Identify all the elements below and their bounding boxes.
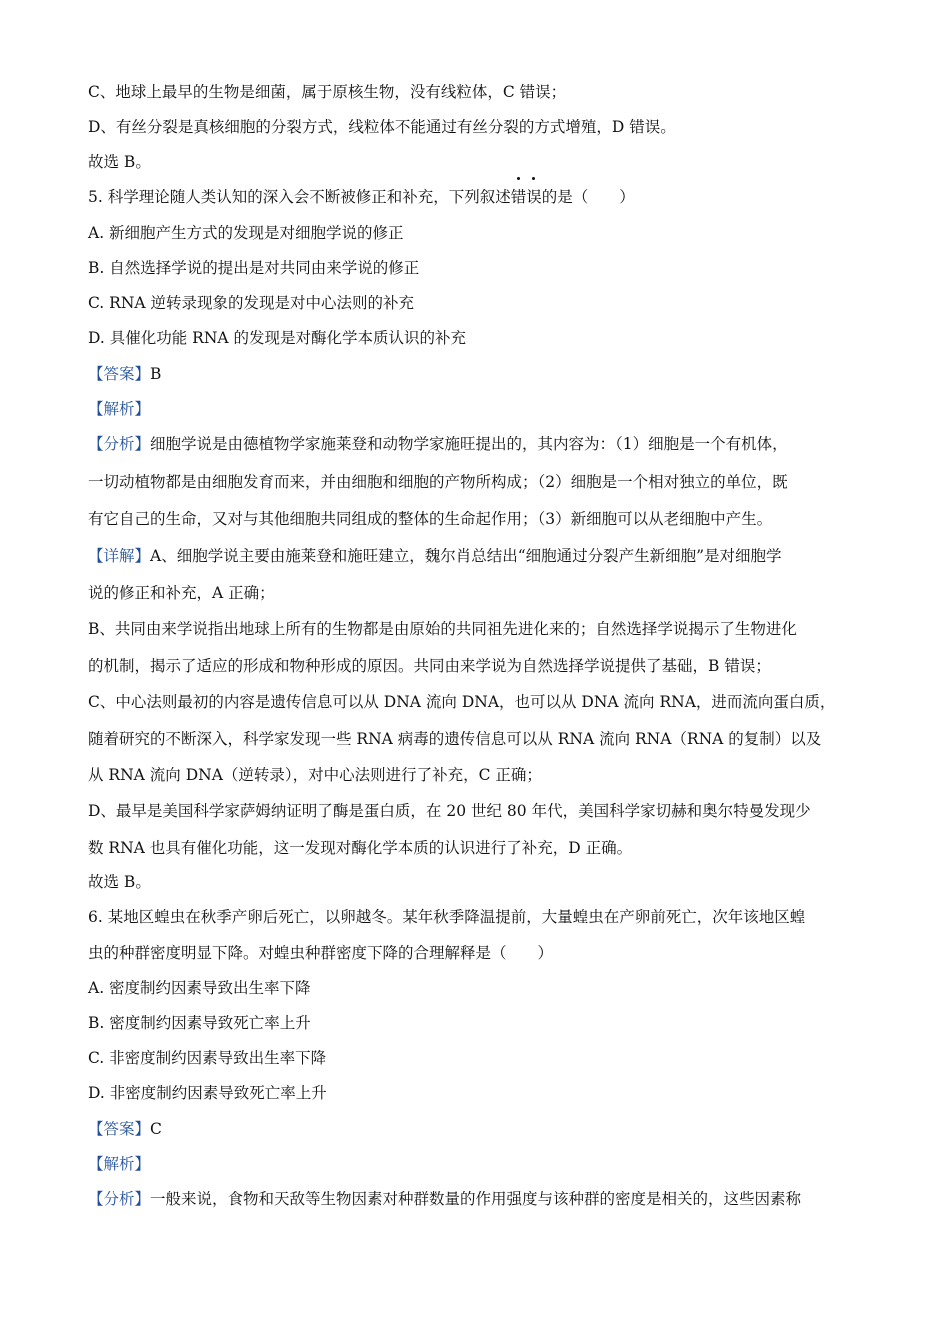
text-line: C、地球上最早的生物是细菌，属于原核生物，没有线粒体，C 错误； [88,83,567,101]
text-line: B、共同由来学说指出地球上所有的生物都是由原始的共同祖先进化来的；自然选择学说揭示了生物进化 [88,620,797,638]
text-line: 故选 B。 [88,873,151,891]
question-6-stem: 6. 某地区蝗虫在秋季产卵后死亡，以卵越冬。某年秋季降温提前，大量蝗虫在产卵前死亡，次年该地区蝗 [88,908,806,926]
analysis-heading: 【解析】 [88,400,151,418]
emphasis-char: 错 [511,186,527,208]
text-line: D、最早是美国科学家萨姆纳证明了酶是蛋白质，在 20 世纪 80 年代，美国科学家切赫和奥尔特曼发现少 [88,802,811,820]
analysis-text: 【分析】细胞学说是由德植物学家施莱登和动物学家施旺提出的，其内容为：（1）细胞是一个有机体， [88,435,788,453]
text-line: 有它自己的生命，又对与其他细胞共同组成的整体的生命起作用；（3）新细胞可以从老细胞中产生。 [88,510,773,528]
text-line: 数 RNA 也具有催化功能，这一发现对酶化学本质的认识进行了补充，D 正确。 [88,839,633,857]
analysis-text: 【分析】一般来说，食物和天敌等生物因素对种群数量的作用强度与该种群的密度是相关的，这些因素称 [88,1190,802,1208]
option-c: C. 非密度制约因素导致出生率下降 [88,1049,327,1067]
text-line: 说的修正和补充，A 正确； [88,584,275,602]
analysis-heading: 【解析】 [88,1155,151,1173]
question-5-stem: 5. 科学理论随人类认知的深入会不断被修正和补充，下列叙述 错 误的是（ ） [88,186,863,208]
text-line: 的机制，揭示了适应的形成和物种形成的原因。共同由来学说为自然选择学说提供了基础，B 错误； [88,657,771,675]
text-line: 虫的种群密度明显下降。对蝗虫种群密度下降的合理解释是（ ） [88,944,554,962]
option-a: A. 密度制约因素导致出生率下降 [88,979,311,997]
answer-line: 【答案】B [88,365,162,383]
option-b: B. 密度制约因素导致死亡率上升 [88,1014,311,1032]
option-a: A. 新细胞产生方式的发现是对细胞学说的修正 [88,224,404,242]
option-b: B. 自然选择学说的提出是对共同由来学说的修正 [88,259,420,277]
option-d: D. 非密度制约因素导致死亡率上升 [88,1084,327,1102]
emphasis-char: 误 [526,186,542,208]
option-c: C. RNA 逆转录现象的发现是对中心法则的补充 [88,294,415,312]
text-line: 一切动植物都是由细胞发育而来，并由细胞和细胞的产物所构成；（2）细胞是一个相对独立的单位，既 [88,473,788,491]
text-line: 从 RNA 流向 DNA（逆转录），对中心法则进行了补充，C 正确； [88,766,542,784]
answer-line: 【答案】C [88,1120,162,1138]
text-line: 随着研究的不断深入，科学家发现一些 RNA 病毒的遗传信息可以从 RNA 流向 RNA（RNA 的复制）以及 [88,730,822,748]
detail-text: 【详解】A、细胞学说主要由施莱登和施旺建立，魏尔肖总结出“细胞通过分裂产生新细胞”是对细胞学 [88,547,782,565]
option-d: D. 具催化功能 RNA 的发现是对酶化学本质认识的补充 [88,329,467,347]
text-line: 故选 B。 [88,153,151,171]
text-line: D、有丝分裂是真核细胞的分裂方式，线粒体不能通过有丝分裂的方式增殖，D 错误。 [88,118,676,136]
text-line: C、中心法则最初的内容是遗传信息可以从 DNA 流向 DNA，也可以从 DNA 流向 RNA，进而流向蛋白质， [88,693,836,711]
